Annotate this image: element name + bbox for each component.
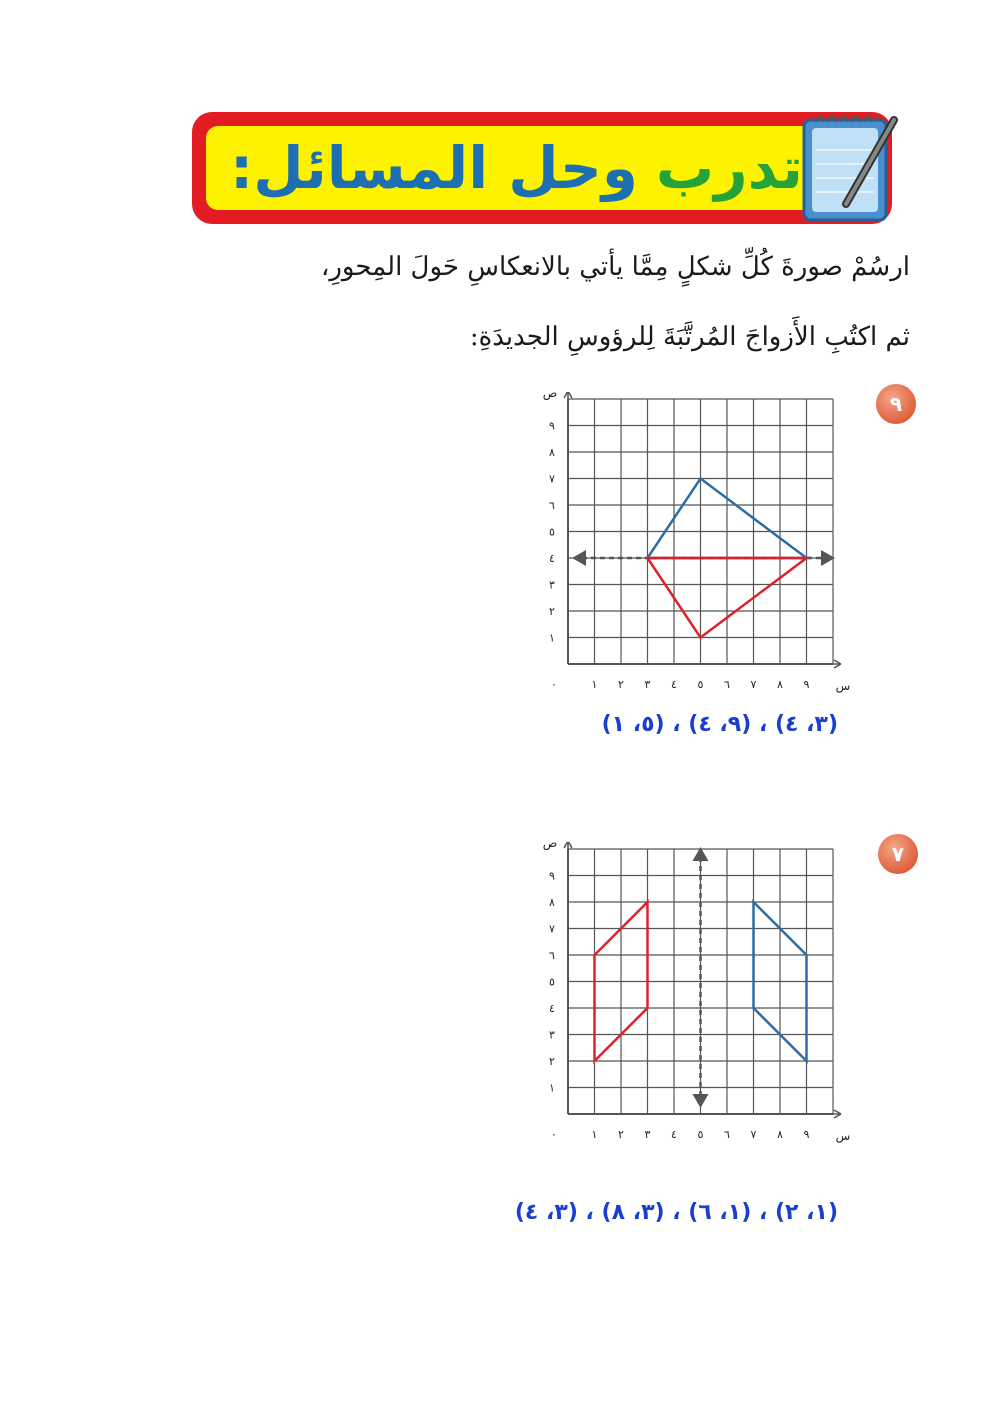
reflection-grid-1: [530, 392, 850, 702]
x-tick-label: ٩: [803, 678, 810, 691]
instruction-line-1: ارسُمْ صورةَ كُلِّ شكلٍ مِمَّا يأتي بالانعكاسِ حَولَ المِحورِ،: [320, 252, 910, 282]
x-tick-label: ٦: [724, 678, 730, 691]
x-tick-label: ٥: [697, 1128, 704, 1141]
x-axis-arrow: [833, 1110, 841, 1118]
x-tick-label: ١: [591, 1128, 598, 1141]
answer-vertices-2: (١، ٢) ، (١، ٦) ، (٣، ٨) ، (٣، ٤): [514, 1200, 838, 1225]
title-banner-inner: [206, 126, 876, 210]
y-tick-label: ٣: [549, 1028, 555, 1042]
y-tick-label: ٦: [549, 949, 555, 962]
y-tick-label: ١: [549, 631, 555, 645]
y-tick-label: ٨: [549, 896, 555, 909]
x-tick-label: ٣: [644, 678, 651, 691]
reflection-grid-2: [530, 842, 850, 1152]
origin-label: ٠: [551, 1128, 557, 1141]
answer-vertices-1: (٣، ٤) ، (٩، ٤) ، (٥، ١): [601, 712, 838, 737]
y-tick-label: ٣: [549, 578, 555, 592]
y-tick-label: ٩: [549, 419, 555, 433]
x-tick-label: ١: [591, 678, 598, 691]
y-tick-label: ٥: [549, 525, 555, 539]
x-tick-label: ٨: [777, 678, 783, 691]
reflection-axis-arrowhead: [693, 1094, 709, 1108]
x-tick-label: ٢: [618, 1128, 624, 1141]
y-tick-label: ٤: [549, 1002, 555, 1015]
x-tick-label: ٥: [697, 678, 704, 691]
title-rest: وحل المسائل:: [230, 134, 638, 202]
y-tick-label: ٢: [549, 1055, 555, 1068]
y-tick-label: ٩: [549, 869, 555, 883]
title-banner: [192, 112, 892, 224]
x-tick-label: ٦: [724, 1128, 730, 1141]
origin-label: ٠: [551, 678, 557, 691]
x-tick-label: ٤: [671, 1128, 677, 1141]
y-tick-label: ٤: [549, 552, 555, 565]
title-word: تدرب: [655, 134, 803, 202]
x-axis-arrow: [833, 660, 841, 668]
y-axis-arrow: [564, 842, 572, 849]
x-axis-label: س: [835, 1129, 850, 1143]
problem-number-badge: ٧: [878, 834, 918, 874]
x-tick-label: ٢: [618, 678, 624, 691]
y-axis-label: ص: [542, 842, 558, 850]
x-tick-label: ٣: [644, 1128, 651, 1141]
reflection-axis-arrowhead: [572, 550, 586, 566]
y-axis-arrow: [564, 392, 572, 399]
x-axis-label: س: [835, 679, 850, 693]
x-tick-label: ٤: [671, 678, 677, 691]
y-tick-label: ٧: [549, 472, 555, 486]
section-title: [230, 126, 803, 210]
y-tick-label: ١: [549, 1081, 555, 1095]
y-tick-label: ٧: [549, 922, 555, 936]
y-axis-label: ص: [542, 392, 558, 400]
x-tick-label: ٩: [803, 1128, 810, 1141]
y-tick-label: ٨: [549, 446, 555, 459]
x-tick-label: ٨: [777, 1128, 783, 1141]
problem-number-badge: ٩: [876, 384, 916, 424]
x-tick-label: ٧: [750, 1128, 757, 1141]
x-tick-label: ٧: [750, 678, 757, 691]
notebook-pencil-icon: [790, 100, 910, 230]
y-tick-label: ٥: [549, 975, 555, 989]
y-tick-label: ٢: [549, 605, 555, 618]
y-tick-label: ٦: [549, 499, 555, 512]
instruction-line-2: ثم اكتُبِ الأَزواجَ المُرتَّبَةَ لِلرؤوسِ الجديدَةِ:: [469, 322, 910, 352]
